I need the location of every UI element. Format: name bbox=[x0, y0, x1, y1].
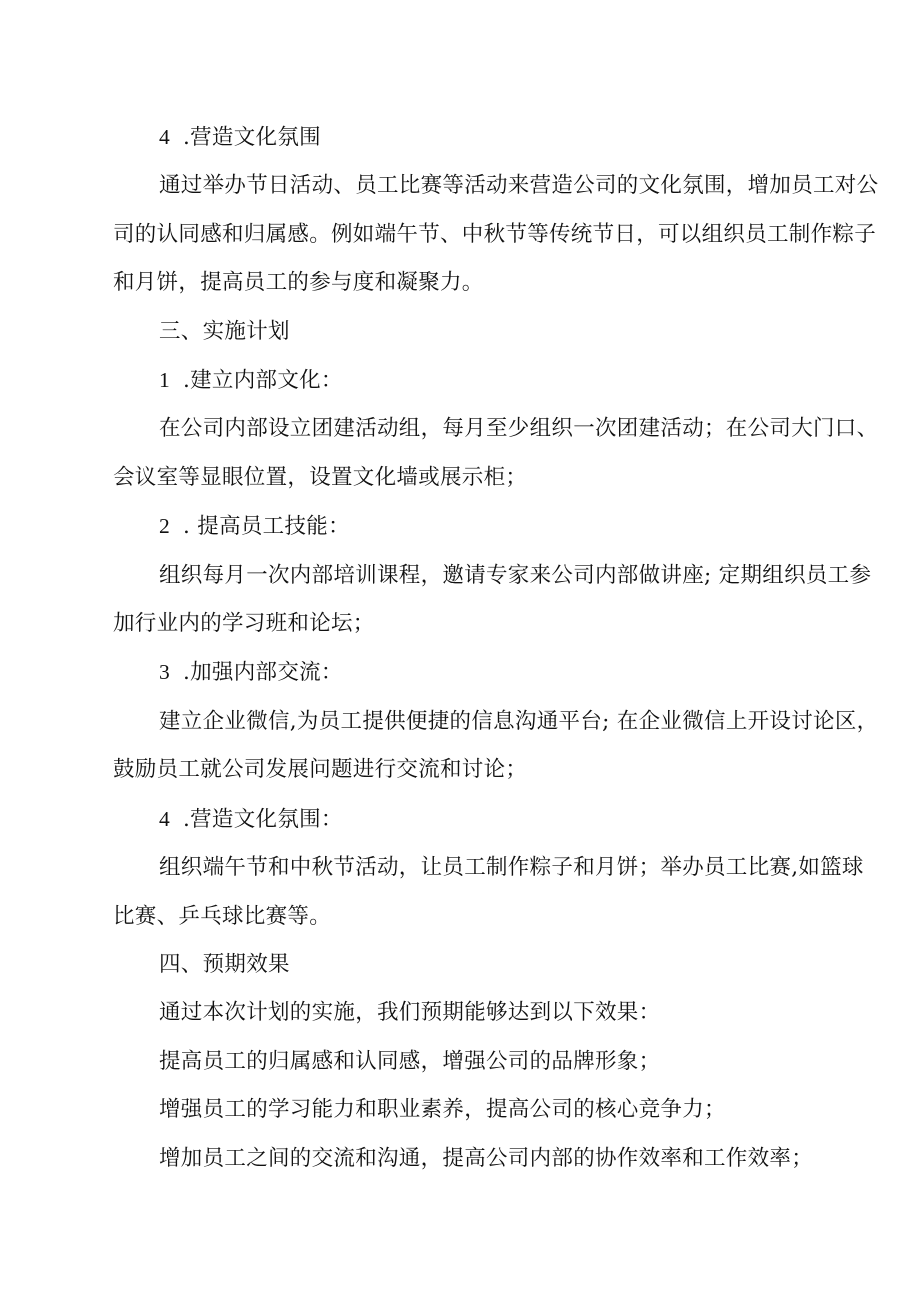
heading-text: .加强内部交流： bbox=[183, 660, 343, 686]
effect-item: 提高员工的归属感和认同感，增强公司的品牌形象； bbox=[159, 1048, 661, 1074]
heading-text: . 提高员工技能： bbox=[183, 514, 350, 540]
item-heading-internal-communication bbox=[113, 648, 825, 697]
effect-item: 增强员工的学习能力和职业素养，提高公司的核心竞争力； bbox=[159, 1097, 726, 1123]
heading-number: 4 bbox=[159, 806, 171, 831]
text-line: 和月饼，提高员工的参与度和凝聚力。 bbox=[113, 270, 484, 296]
paragraph-internal-culture bbox=[113, 405, 879, 502]
section-heading-implementation-plan: 三、实施计划 bbox=[159, 318, 290, 344]
heading-number: 2 bbox=[159, 514, 171, 539]
heading-text: .营造文化氛围： bbox=[183, 806, 343, 832]
heading-number: 4 bbox=[159, 125, 171, 149]
heading-text: .建立内部文化： bbox=[183, 368, 343, 394]
text-line: 会议室等显眼位置，设置文化墙或展示柜； bbox=[113, 464, 528, 490]
section-heading-expected-effects: 四、预期效果 bbox=[159, 951, 290, 977]
paragraph-culture-atmosphere bbox=[113, 162, 879, 307]
paragraph-employee-skills bbox=[113, 552, 872, 649]
text-line: 通过举办节日活动、员工比赛等活动来营造公司的文化氛围，增加员工对公 bbox=[159, 173, 879, 199]
heading-number: 1 bbox=[159, 368, 171, 393]
text-line: 组织端午节和中秋节活动，让员工制作粽子和月饼；举办员工比赛,如篮球 bbox=[159, 855, 864, 881]
text-line: 比赛、乒乓球比赛等。 bbox=[113, 903, 332, 929]
paragraph-internal-communication bbox=[113, 698, 879, 795]
text-line: 在公司内部设立团建活动组，每月至少组织一次团建活动；在公司大门口、 bbox=[159, 416, 879, 442]
item-heading-internal-culture bbox=[113, 356, 825, 405]
document-body bbox=[113, 113, 879, 1183]
text-line: 司的认同感和归属感。例如端午节、中秋节等传统节日，可以组织员工制作粽子 bbox=[113, 221, 877, 247]
paragraph-culture-activities bbox=[113, 844, 864, 941]
text-line: 建立企业微信,为员工提供便捷的信息沟通平台; 在企业微信上开设讨论区， bbox=[159, 708, 879, 734]
text-line: 加行业内的学习班和论坛； bbox=[113, 611, 375, 637]
heading-text: .营造文化氛围 bbox=[183, 125, 321, 150]
text-line: 组织每月一次内部培训课程，邀请专家来公司内部做讲座; 定期组织员工参 bbox=[159, 562, 872, 588]
effect-item: 增加员工之间的交流和沟通，提高公司内部的协作效率和工作效率； bbox=[159, 1145, 814, 1171]
item-heading-employee-skills bbox=[113, 502, 825, 551]
paragraph-effects-intro: 通过本次计划的实施，我们预期能够达到以下效果： bbox=[159, 1000, 661, 1026]
section-heading-culture-atmosphere bbox=[113, 113, 825, 162]
text-line: 鼓励员工就公司发展问题进行交流和讨论； bbox=[113, 757, 528, 783]
heading-number: 3 bbox=[159, 660, 171, 685]
item-heading-culture-atmosphere bbox=[113, 795, 825, 844]
